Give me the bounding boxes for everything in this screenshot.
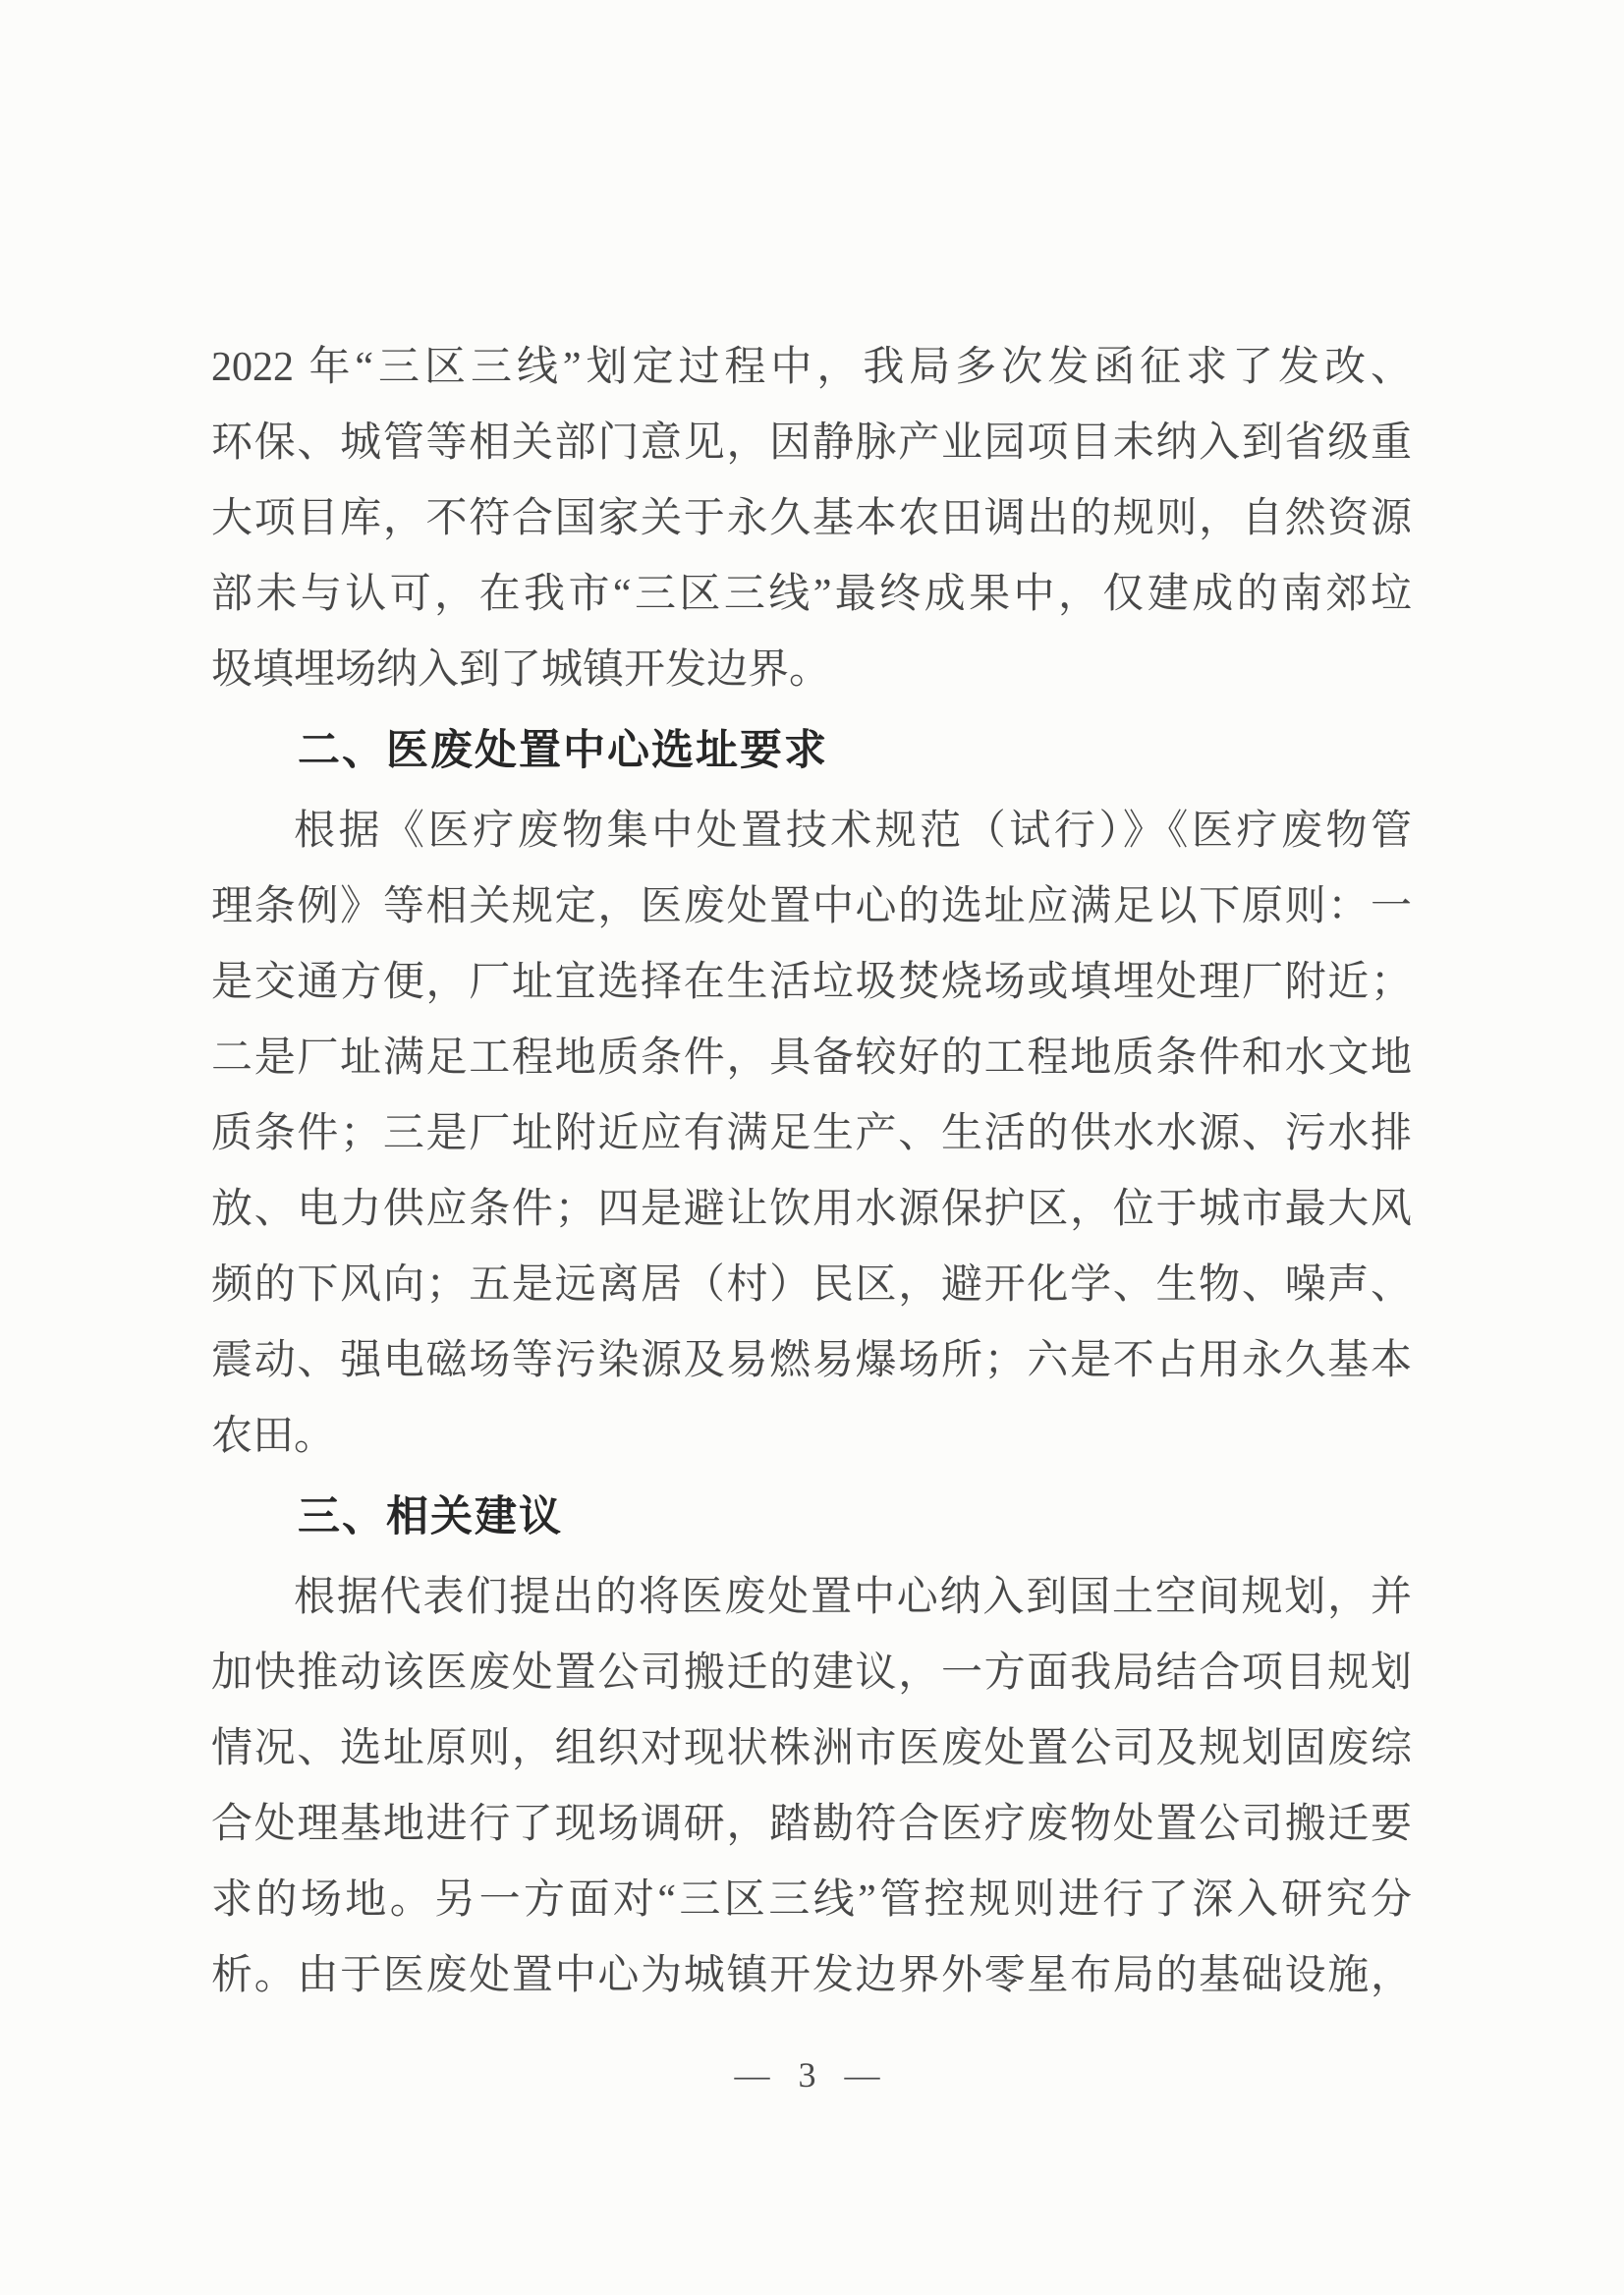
paragraph-2 [211, 794, 1412, 1475]
text-line: 频的下风向；五是远离居（村）民区，避开化学、生物、噪声、 [211, 1262, 1412, 1308]
text-line: 放、电力供应条件；四是避让饮用水源保护区，位于城市最大风 [211, 1187, 1412, 1232]
text-line: 是交通方便，厂址宜选择在生活垃圾焚烧场或填埋处理厂附近； [211, 960, 1412, 1005]
text-line: 农田。 [211, 1414, 336, 1459]
text-line: 理条例》等相关规定，医废处置中心的选址应满足以下原则：一 [211, 884, 1412, 929]
text-line: 求的场地。另一方面对“三区三线”管控规则进行了深入研究分 [211, 1877, 1412, 1923]
text-line: 合处理基地进行了现场调研，踏勘符合医疗废物处置公司搬迁要 [211, 1802, 1412, 1847]
text-line: 圾填埋场纳入到了城镇开发边界。 [211, 647, 831, 693]
text-line: 震动、强电磁场等污染源及易燃易爆场所；六是不占用永久基本 [211, 1338, 1412, 1383]
paragraph-3 [211, 1560, 1412, 2014]
text-line: 加快推动该医废处置公司搬迁的建议，一方面我局结合项目规划 [211, 1651, 1412, 1696]
page-number: — 3 — [734, 2055, 890, 2095]
text-line: 根据代表们提出的将医废处置中心纳入到国土空间规划，并 [294, 1575, 1412, 1620]
text-line: 2022 年“三区三线”划定过程中，我局多次发函征求了发改、 [211, 345, 1412, 390]
document-text-block [211, 330, 1412, 2014]
text-line: 质条件；三是厂址附近应有满足生产、生活的供水水源、污水排 [211, 1111, 1412, 1156]
section-heading-3: 三、相关建议 [298, 1493, 563, 1540]
text-line: 根据《医疗废物集中处置技术规范（试行）》《医疗废物管 [294, 809, 1412, 854]
text-line: 环保、城管等相关部门意见，因静脉产业园项目未纳入到省级重 [211, 420, 1412, 466]
text-line: 析。由于医废处置中心为城镇开发边界外零星布局的基础设施， [211, 1953, 1412, 1998]
text-line: 二是厂址满足工程地质条件，具备较好的工程地质条件和水文地 [211, 1036, 1412, 1081]
text-line: 情况、选址原则，组织对现状株洲市医废处置公司及规划固废综 [211, 1726, 1412, 1771]
text-line: 大项目库，不符合国家关于永久基本农田调出的规则，自然资源 [211, 496, 1412, 541]
paragraph-1 [211, 330, 1412, 708]
section-heading-2: 二、医废处置中心选址要求 [298, 727, 828, 774]
text-line: 部未与认可，在我市“三区三线”最终成果中，仅建成的南郊垃 [211, 572, 1412, 617]
